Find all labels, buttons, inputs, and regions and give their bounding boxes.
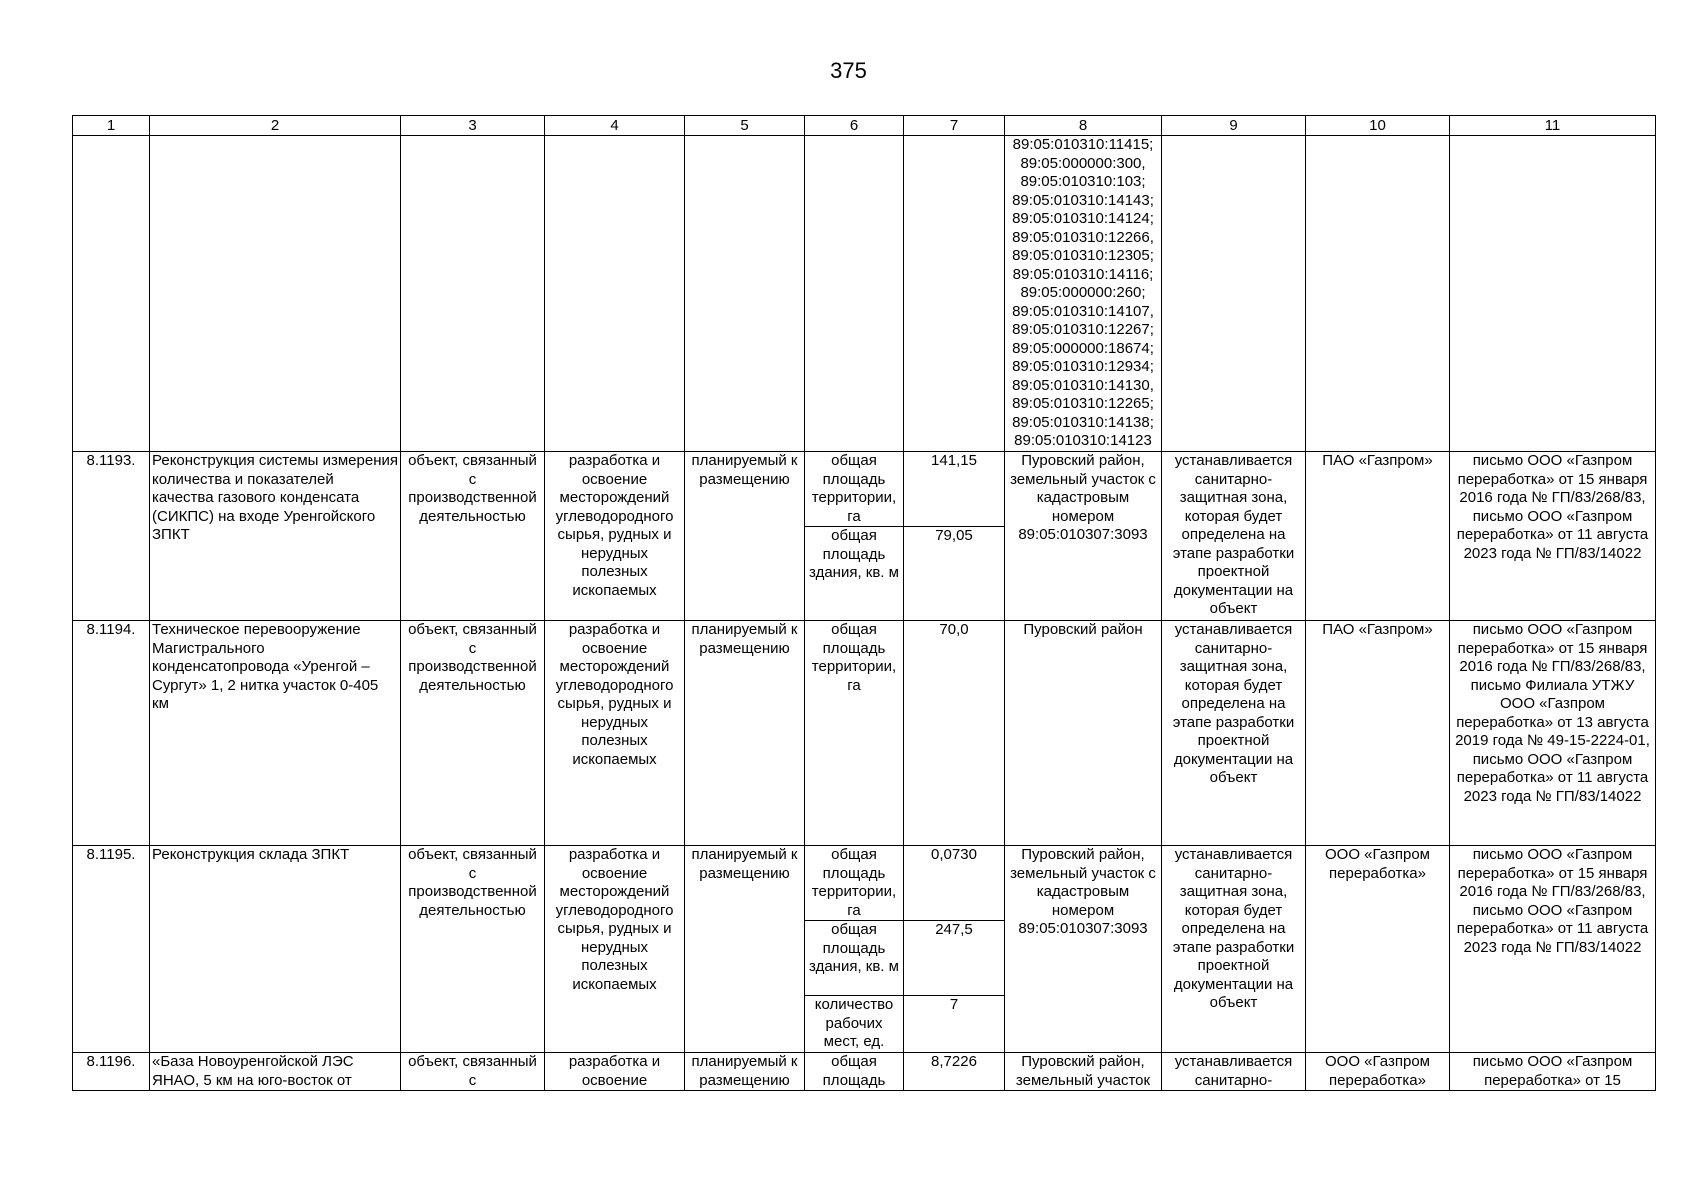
owner: ПАО «Газпром» [1306,621,1450,846]
header-cell: 9 [1162,116,1306,136]
header-cell: 8 [1005,116,1162,136]
header-cell: 6 [805,116,904,136]
param-value: 247,5 [904,921,1005,996]
object-type: объект, связанный с [401,1053,545,1091]
row-number: 8.1193. [73,452,150,621]
table-row [73,621,1656,846]
cadastral-list: 89:05:010310:11415; 89:05:000000:300, 89:05:010310:103; 89:05:010310:14143; 89:05:010310:14124; 89:05:010310:12266, 89:05:010310:12305; 89:05:010310:14116; 89:05:000000:260; 89:05:010310:14107, 89:05:010310:12267; 89:05:000000:18674; 89:05:010310:12934; 89:05:010310:14130, 89:05:010310:12265; 89:05:010310:14138; 89:05:010310:14123 [1005,136,1162,452]
basis-document: письмо ООО «Газпром переработка» от 15 января 2016 года № ГП/83/268/83, письмо ООО «Газпром переработка» от 11 августа 2023 года № ГП/83/14022 [1450,452,1656,621]
param-value: 141,15 [904,452,1005,527]
object-name: Реконструкция системы измерения количества и показателей качества газового конденсата (СИКПС) на входе Уренгойского ЗПКТ [150,452,401,621]
basis-document: письмо ООО «Газпром переработка» от 15 января 2016 года № ГП/83/268/83, письмо ООО «Газпром переработка» от 11 августа 2023 года № ГП/83/14022 [1450,846,1656,1053]
param-name: общая площадь территории, га [805,846,904,921]
row-number: 8.1196. [73,1053,150,1091]
header-cell: 11 [1450,116,1656,136]
param-name: общая площадь [805,1053,904,1091]
zone-info: устанавливается санитарно-защитная зона, которая будет определена на этапе разработки проектной документации на объект [1162,846,1306,1053]
row-number: 8.1194. [73,621,150,846]
object-location: Пуровский район, земельный участок с кадастровым номером 89:05:010307:3093 [1005,452,1162,621]
param-value: 0,0730 [904,846,1005,921]
object-purpose: разработка и освоение месторождений углеводородного сырья, рудных и нерудных полезных ископаемых [545,621,685,846]
param-name: общая площадь территории, га [805,621,904,846]
objects-table [72,115,1656,1091]
owner: ООО «Газпром переработка» [1306,846,1450,1053]
object-status: планируемый к размещению [685,621,805,846]
object-name: Техническое перевооружение Магистрального конденсатопровода «Уренгой – Сургут» 1, 2 нитка участок 0-405 км [150,621,401,846]
object-purpose: разработка и освоение месторождений углеводородного сырья, рудных и нерудных полезных ископаемых [545,452,685,621]
header-cell: 10 [1306,116,1450,136]
param-value: 70,0 [904,621,1005,846]
object-name: «База Новоуренгойской ЛЭС ЯНАО, 5 км на юго-восток от [150,1053,401,1091]
object-status: планируемый к размещению [685,846,805,1053]
object-location: Пуровский район [1005,621,1162,846]
header-cell: 3 [401,116,545,136]
object-location: Пуровский район, земельный участок [1005,1053,1162,1091]
header-cell: 4 [545,116,685,136]
header-cell: 5 [685,116,805,136]
param-name: общая площадь здания, кв. м [805,921,904,996]
zone-info: устанавливается санитарно-защитная зона, которая будет определена на этапе разработки проектной документации на объект [1162,621,1306,846]
zone-info: устанавливается санитарно-защитная зона, которая будет определена на этапе разработки проектной документации на объект [1162,452,1306,621]
header-cell: 2 [150,116,401,136]
header-row [73,116,1656,136]
param-name: общая площадь территории, га [805,452,904,527]
table-row [73,846,1656,921]
object-location: Пуровский район, земельный участок с кадастровым номером 89:05:010307:3093 [1005,846,1162,1053]
object-name: Реконструкция склада ЗПКТ [150,846,401,1053]
param-value: 7 [904,996,1005,1053]
table-row [73,1053,1656,1091]
header-cell: 7 [904,116,1005,136]
owner: ПАО «Газпром» [1306,452,1450,621]
basis-document: письмо ООО «Газпром переработка» от 15 [1450,1053,1656,1091]
basis-document: письмо ООО «Газпром переработка» от 15 января 2016 года № ГП/83/268/83, письмо Филиала УТЖУ ООО «Газпром переработка» от 13 августа 2019 года № 49-15-2224-01, письмо ООО «Газпром переработка» от 11 августа 2023 года № ГП/83/14022 [1450,621,1656,846]
table-row [73,452,1656,527]
object-purpose: разработка и освоение месторождений углеводородного сырья, рудных и нерудных полезных ископаемых [545,846,685,1053]
header-cell: 1 [73,116,150,136]
object-status: планируемый к размещению [685,452,805,621]
zone-info: устанавливается санитарно- [1162,1053,1306,1091]
param-name: количество рабочих мест, ед. [805,996,904,1053]
owner: ООО «Газпром переработка» [1306,1053,1450,1091]
object-status: планируемый к размещению [685,1053,805,1091]
object-type: объект, связанный с производственной деятельностью [401,621,545,846]
param-name: общая площадь здания, кв. м [805,527,904,621]
continuation-row [73,136,1656,452]
object-type: объект, связанный с производственной деятельностью [401,452,545,621]
object-purpose: разработка и освоение [545,1053,685,1091]
row-number: 8.1195. [73,846,150,1053]
page-number: 375 [830,58,867,83]
param-value: 8,7226 [904,1053,1005,1091]
param-value: 79,05 [904,527,1005,621]
object-type: объект, связанный с производственной деятельностью [401,846,545,1053]
